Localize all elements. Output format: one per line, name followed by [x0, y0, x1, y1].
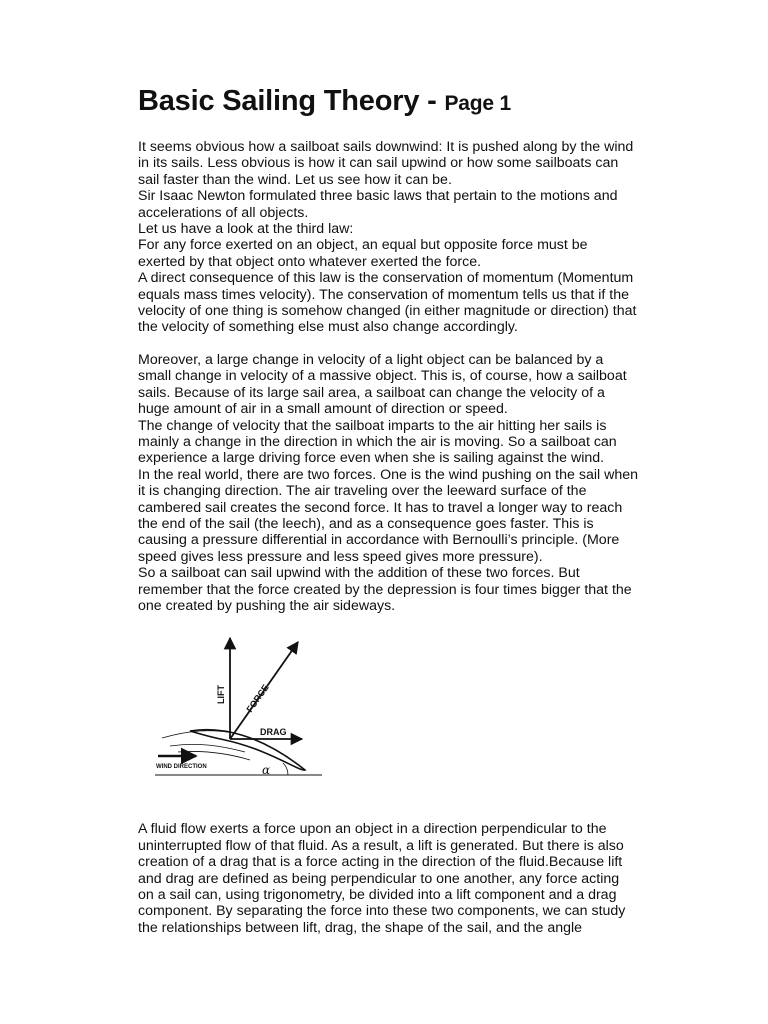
body-paragraph: [138, 352, 638, 615]
closing-paragraph: [138, 821, 638, 936]
sail-force-svg: [150, 634, 330, 784]
body-line: Moreover, a large change in velocity of a light object can be balanced by a small change in velocity of a massive object. This is, of course, how a sailboat sails. Because of its large sail area, a sailboat can change the velocity of a huge amount of air in a small amount of direction or speed.: [138, 351, 627, 418]
angle-arc: [283, 763, 288, 775]
intro-line: Let us have a look at the third law:: [138, 221, 354, 238]
document-page: [138, 84, 638, 936]
intro-line: A direct consequence of this law is the conservation of momentum (Momentum equals mass times velocity). The conservation of momentum tells us that if the velocity of one thing is somehow changed (in either magnitude or direction) that the velocity of something else must also change accordingly.: [138, 270, 637, 336]
drag-label: DRAG: [260, 727, 287, 738]
flow-line-mid: [170, 745, 245, 753]
title-page-number: Page 1: [444, 92, 511, 115]
body-line: The change of velocity that the sailboat imparts to the air hitting her sails is mainly a change in the direction in which the air is moving. So a sailboat can experience a large driving force even when she is sailing against the wind.: [138, 417, 617, 467]
flow-line-upper: [162, 731, 235, 738]
alpha-label: α: [262, 763, 271, 778]
page-title: [138, 84, 638, 121]
title-main: Basic Sailing Theory -: [138, 85, 445, 117]
intro-line: Sir Isaac Newton formulated three basic laws that pertain to the motions and accelerations of all objects.: [138, 188, 618, 221]
sail-profile: [190, 730, 305, 770]
paragraph-gap: [138, 336, 638, 352]
closing-text: A fluid flow exerts a force upon an object in a direction perpendicular to the uninterrupted flow of that fluid. As a result, a lift is generated. But there is also creation of a drag that is a force acting in the direction of the fluid.Because lift and drag are defined as being perpendicular to one another, any force acting on a sail can, using trigonometry, be divided into a lift component and a drag component. By separating the force into these two components, we can study the relationships between lift, drag, the shape of the sail, and the angle: [138, 821, 626, 936]
lift-label: LIFT: [216, 685, 226, 705]
intro-line: For any force exerted on an object, an equal but opposite force must be exerted by that object onto whatever exerted the force.: [138, 237, 588, 270]
body-line: In the real world, there are two forces. One is the wind pushing on the sail when it is changing direction. The air traveling over the leeward surface of the cambered sail creates the second force. It has to travel a longer way to reach the end of the sail (the leech), and as a consequence goes faster. This is causing a pressure differential in accordance with Bernoulli’s principle. (More speed gives less pressure and less speed gives more pressure).: [138, 466, 638, 565]
sail-force-diagram: [150, 634, 330, 784]
body-line: So a sailboat can sail upwind with the addition of these two forces. But remember that the force created by the depression is four times bigger that the one created by pushing the air sideways.: [138, 565, 632, 614]
force-label: FORCE: [244, 682, 271, 715]
wind-direction-label: WIND DIRECTION: [156, 764, 207, 771]
intro-line: It seems obvious how a sailboat sails downwind: It is pushed along by the wind in its sails. Less obvious is how it can sail upwind or how some sailboats can sail faster than the wind. Let us see how it can be.: [138, 139, 634, 188]
intro-paragraph: [138, 139, 638, 336]
